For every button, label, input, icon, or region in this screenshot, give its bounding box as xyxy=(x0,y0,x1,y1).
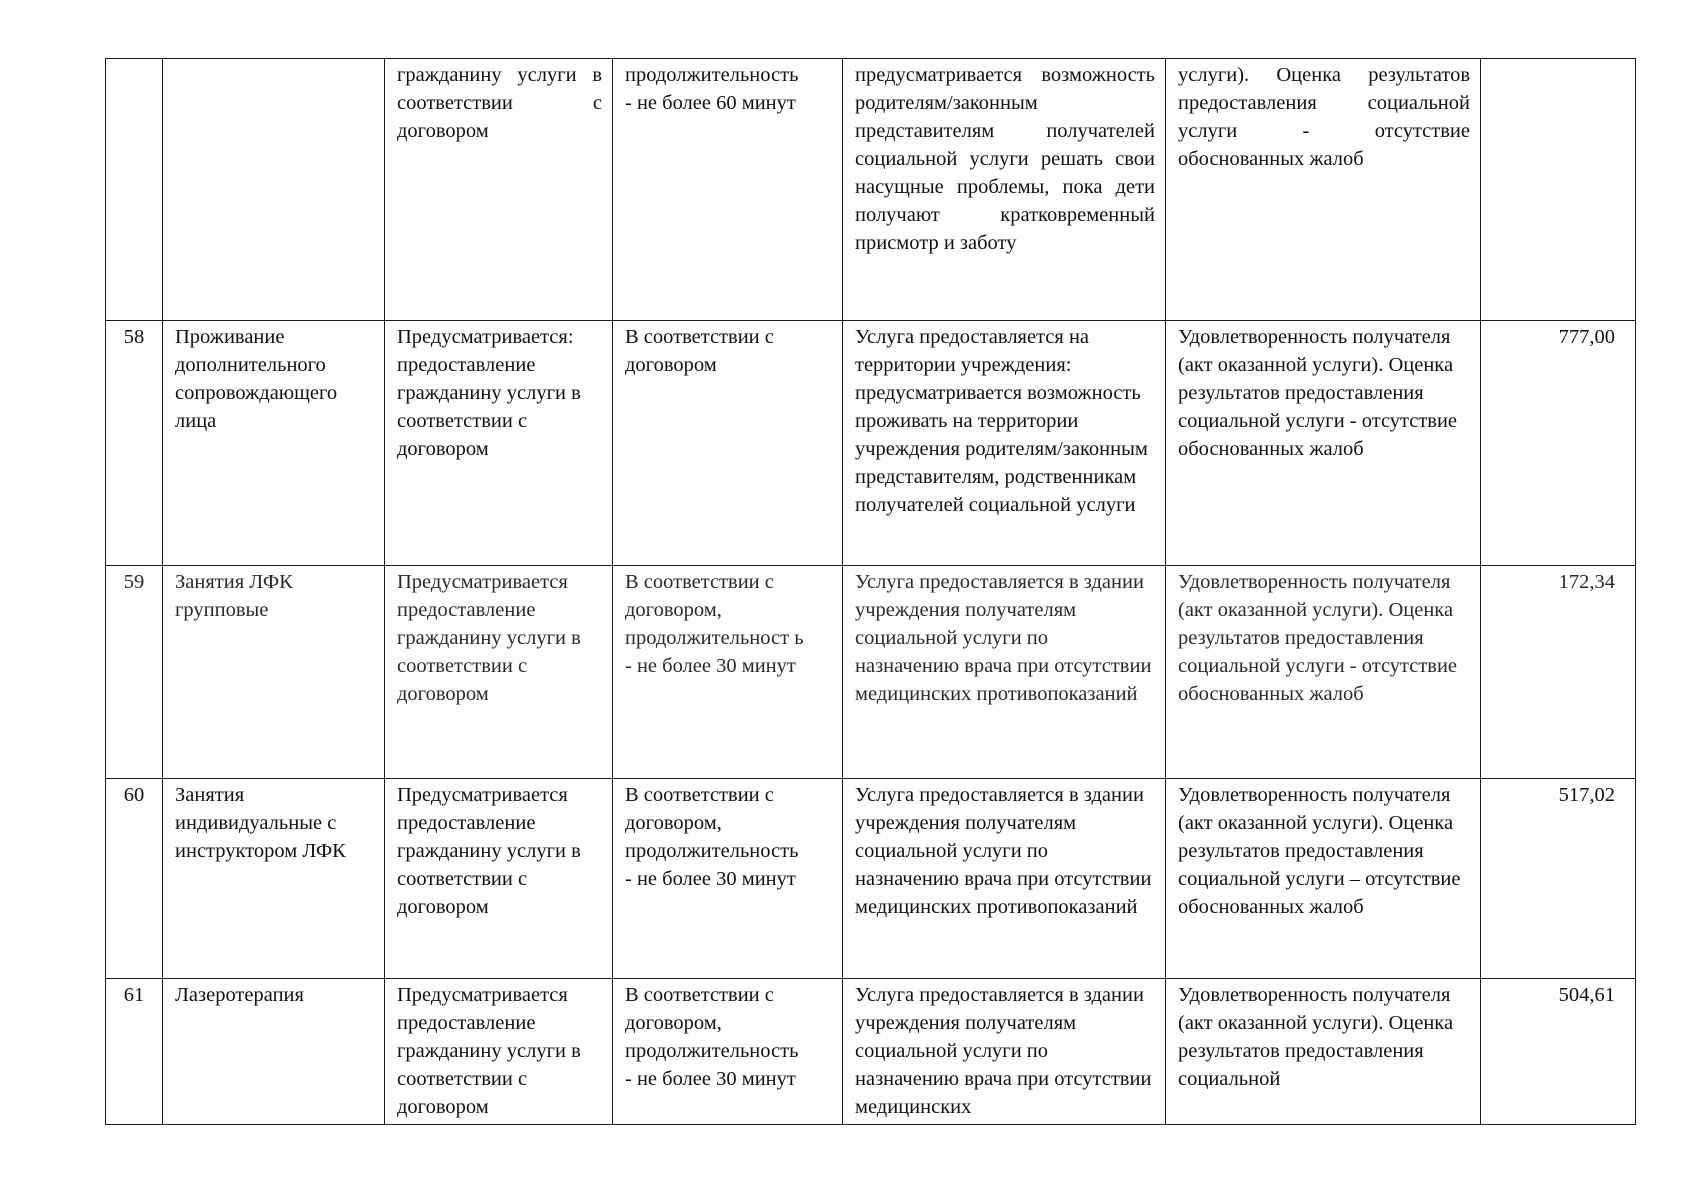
table-row xyxy=(106,979,1636,1125)
service-conditions: Услуга предоставляется в здании учреждения получателям социальной услуги по назначению врача при отсутствии медицинских противопоказаний xyxy=(843,779,1166,979)
service-terms: продолжительность - не более 60 минут xyxy=(613,59,843,321)
service-description: Предусматривается: предоставление гражданину услуги в соответствии с договором xyxy=(385,321,613,566)
service-description: Предусматривается предоставление гражданину услуги в соответствии с договором xyxy=(385,779,613,979)
service-description: Предусматривается предоставление гражданину услуги в соответствии с договором xyxy=(385,979,613,1125)
service-terms: В соответствии с договором, продолжительность - не более 30 минут xyxy=(613,779,843,979)
service-conditions: Услуга предоставляется в здании учреждения получателям социальной услуги по назначению врача при отсутствии медицинских xyxy=(843,979,1166,1125)
service-conditions: предусматривается возможность родителям/законным представителям получателей социальной услуги решать свои насущные проблемы, пока дети получают кратковременный присмотр и заботу xyxy=(843,59,1166,321)
row-number: 60 xyxy=(106,779,163,979)
service-description: Предусматривается предоставление гражданину услуги в соответствии с договором xyxy=(385,566,613,779)
service-description: гражданину услуги в соответствии с договором xyxy=(385,59,613,321)
table-row xyxy=(106,566,1636,779)
service-quality: Удовлетворенность получателя (акт оказанной услуги). Оценка результатов предоставления социальной услуги – отсутствие обоснованных жалоб xyxy=(1166,779,1481,979)
service-name: Проживание дополнительного сопровождающего лица xyxy=(163,321,385,566)
service-conditions: Услуга предоставляется в здании учреждения получателям социальной услуги по назначению врача при отсутствии медицинских противопоказаний xyxy=(843,566,1166,779)
service-price: 517,02 xyxy=(1481,779,1636,979)
row-number: 59 xyxy=(106,566,163,779)
services-table xyxy=(105,58,1636,1125)
service-terms: В соответствии с договором, продолжительность - не более 30 минут xyxy=(613,979,843,1125)
service-quality: Удовлетворенность получателя (акт оказанной услуги). Оценка результатов предоставления социальной услуги - отсутствие обоснованных жалоб xyxy=(1166,321,1481,566)
service-price: 504,61 xyxy=(1481,979,1636,1125)
service-price xyxy=(1481,59,1636,321)
service-price: 172,34 xyxy=(1481,566,1636,779)
service-quality: Удовлетворенность получателя (акт оказанной услуги). Оценка результатов предоставления социальной услуги - отсутствие обоснованных жалоб xyxy=(1166,566,1481,779)
service-name: Занятия ЛФК групповые xyxy=(163,566,385,779)
service-quality: услуги). Оценка результатов предоставления социальной услуги - отсутствие обоснованных жалоб xyxy=(1166,59,1481,321)
table-row xyxy=(106,59,1636,321)
service-quality: Удовлетворенность получателя (акт оказанной услуги). Оценка результатов предоставления социальной xyxy=(1166,979,1481,1125)
service-name: Занятия индивидуальные с инструктором ЛФК xyxy=(163,779,385,979)
service-conditions: Услуга предоставляется на территории учреждения: предусматривается возможность проживать на территории учреждения родителям/законным представителям, родственникам получателей социальной услуги xyxy=(843,321,1166,566)
service-terms: В соответствии с договором, продолжительност ь - не более 30 минут xyxy=(613,566,843,779)
table-row xyxy=(106,779,1636,979)
service-terms: В соответствии с договором xyxy=(613,321,843,566)
service-name xyxy=(163,59,385,321)
service-name: Лазеротерапия xyxy=(163,979,385,1125)
table-row xyxy=(106,321,1636,566)
row-number xyxy=(106,59,163,321)
service-price: 777,00 xyxy=(1481,321,1636,566)
row-number: 61 xyxy=(106,979,163,1125)
row-number: 58 xyxy=(106,321,163,566)
